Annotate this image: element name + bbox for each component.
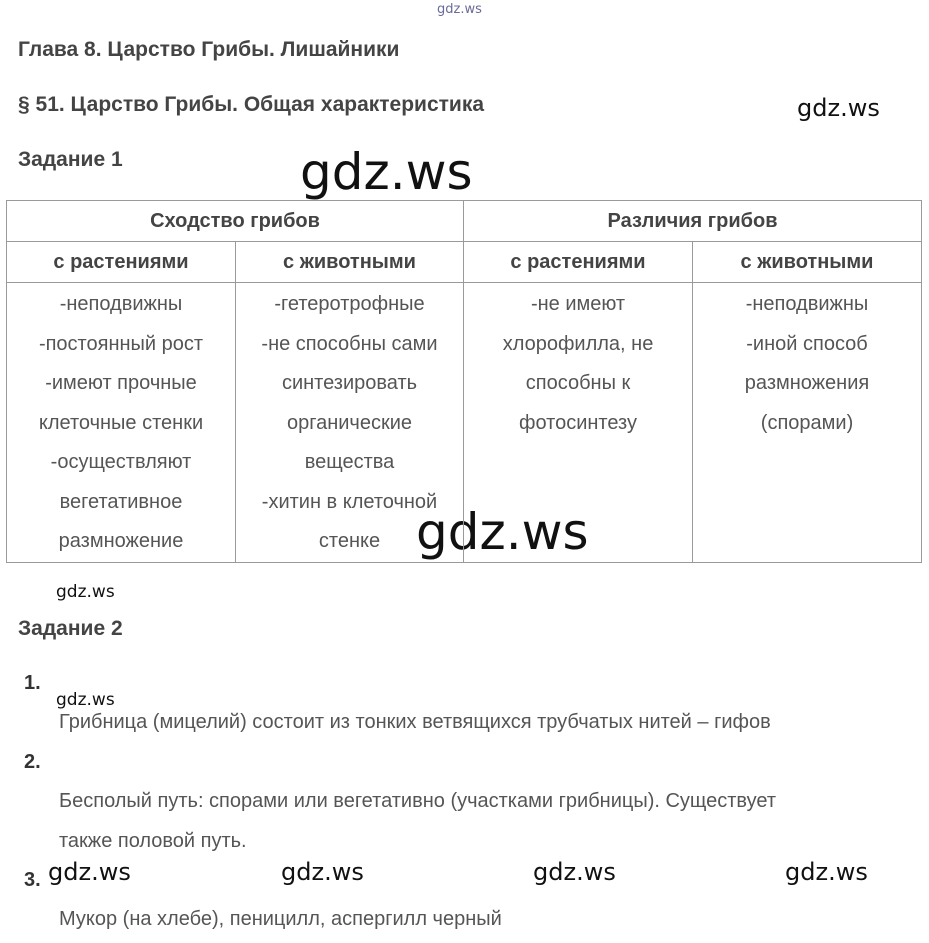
answer-line: Бесполый путь: спорами или вегетативно (участками грибницы). Существует	[59, 790, 777, 812]
cell-line: размножения	[744, 372, 870, 394]
cell-similar-animals	[236, 283, 464, 563]
watermark-small-2: gdz.ws	[56, 690, 115, 710]
watermark-small-1: gdz.ws	[56, 582, 115, 602]
watermark-top: gdz.ws	[437, 2, 482, 17]
cell-line: клеточные стенки	[38, 411, 204, 434]
watermark-bottom-3: gdz.ws	[533, 858, 616, 886]
cell-line: органические	[286, 411, 413, 434]
answer-line: также половой путь.	[59, 830, 247, 852]
watermark-bottom-1: gdz.ws	[48, 858, 131, 886]
cell-line: -хитин в клеточной	[261, 490, 438, 513]
chapter-title: Глава 8. Царство Грибы. Лишайники	[18, 38, 400, 61]
col-diff-animals: с животными	[693, 242, 922, 283]
cell-line: -не имеют	[530, 293, 626, 315]
comparison-table	[6, 200, 922, 563]
cell-line: хлорофилла, не	[502, 332, 654, 355]
cell-line: стенке	[318, 530, 381, 552]
watermark-large-2: gdz.ws	[416, 503, 589, 561]
cell-diff-plants	[464, 283, 693, 563]
watermark-bottom-2: gdz.ws	[281, 858, 364, 886]
task1-title: Задание 1	[18, 148, 123, 171]
cell-line: вещества	[304, 451, 395, 473]
item-number: 3.	[24, 869, 41, 891]
cell-line: -иной способ	[746, 332, 868, 355]
header-similarity: Сходство грибов	[7, 201, 464, 242]
task2-title: Задание 2	[18, 617, 123, 640]
col-similar-animals: с животными	[236, 242, 464, 283]
cell-diff-animals	[693, 283, 922, 563]
item-number: 2.	[24, 751, 41, 773]
answer-line: Мукор (на хлебе), пеницилл, аспергилл черный	[59, 908, 502, 930]
watermark-large-1: gdz.ws	[300, 143, 473, 201]
cell-line: -постоянный рост	[38, 332, 204, 355]
cell-line: (спорами)	[760, 411, 854, 434]
watermark-right: gdz.ws	[797, 94, 880, 122]
cell-line: -имеют прочные	[45, 372, 197, 394]
answer-line: Грибница (мицелий) состоит из тонких ветвящихся трубчатых нитей – гифов	[59, 711, 771, 733]
item-number: 1.	[24, 672, 41, 694]
cell-line: вегетативное	[59, 490, 183, 513]
cell-line: фотосинтезу	[519, 411, 637, 434]
cell-line: способны к	[525, 372, 631, 394]
cell-line: -неподвижны	[59, 293, 183, 315]
col-diff-plants: с растениями	[464, 242, 693, 283]
col-similar-plants: с растениями	[7, 242, 236, 283]
cell-line: -гетеротрофные	[274, 293, 425, 315]
cell-line: размножение	[58, 530, 184, 552]
cell-line: -не способны сами	[261, 332, 438, 355]
section-title: § 51. Царство Грибы. Общая характеристика	[18, 93, 485, 116]
watermark-bottom-4: gdz.ws	[785, 858, 868, 886]
cell-line: -неподвижны	[745, 293, 869, 315]
cell-line: синтезировать	[281, 372, 418, 394]
header-difference: Различия грибов	[464, 201, 922, 242]
cell-line: -осуществляют	[50, 451, 192, 473]
cell-similar-plants	[7, 283, 236, 563]
